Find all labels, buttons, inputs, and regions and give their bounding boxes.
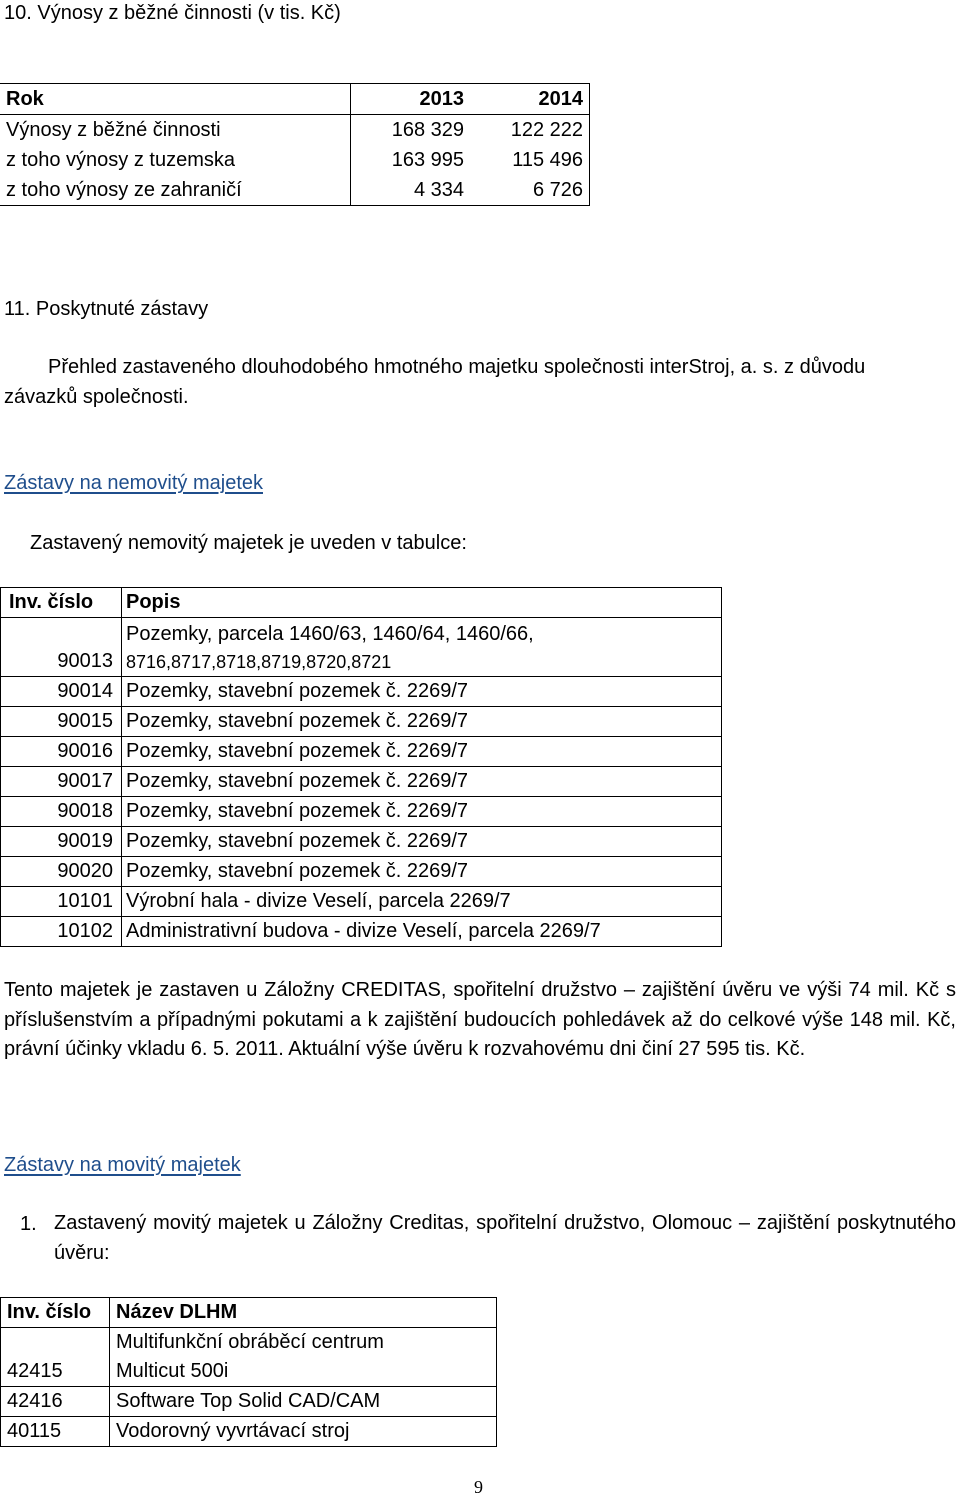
table-row (1, 618, 722, 677)
table-cell: 163 995 (391, 149, 464, 171)
table-row (0, 145, 589, 175)
table-row (0, 115, 589, 146)
table-cell: 90016 (1, 737, 122, 767)
table-row (1, 917, 722, 947)
table-cell: z toho výnosy z tuzemska (0, 145, 350, 175)
table-cell: 90017 (1, 767, 122, 797)
table-row (0, 175, 589, 205)
table-cell: 10101 (1, 887, 122, 917)
header-cell: 2013 (350, 84, 470, 115)
table-cell: 42416 (1, 1387, 110, 1417)
table-cell: z toho výnosy ze zahraničí (0, 175, 350, 205)
table-cell: 115 496 (512, 149, 583, 171)
table-cell (122, 618, 722, 677)
section-10-heading: 10. Výnosy z běžné činnosti (v tis. Kč) (4, 2, 341, 24)
desc-line: Pozemky, parcela 1460/63, 1460/64, 1460/66, (126, 623, 534, 645)
table-cell: Administrativní budova - divize Veselí, parcela 2269/7 (122, 917, 722, 947)
table-row (1, 797, 722, 827)
name-line: Multifunkční obráběcí centrum (116, 1331, 384, 1353)
table-cell: 90018 (1, 797, 122, 827)
table-cell: 40115 (1, 1417, 110, 1447)
table-cell: 90015 (1, 707, 122, 737)
table-cell: 90014 (1, 677, 122, 707)
table-row (1, 707, 722, 737)
movable-item-number: 1. (20, 1213, 37, 1235)
name-line: Multicut 500i (116, 1360, 229, 1382)
intro-line-2: závazků společnosti. (4, 386, 189, 408)
table-cell: 6 726 (532, 179, 583, 201)
real-estate-note: Tento majetek je zastaven u Záložny CREDITAS, spořitelní družstvo – zajištění úvěru ve výši 74 mil. Kč s příslušenstvím a případnými pokutami a k zajištění budoucích pohledávek až do celkové výše 148 mil. Kč, právní účinky vkladu 6. 5. 2011. Aktuální výše úvěru k rozvahovému dni činí 27 595 tis. Kč. (4, 979, 956, 1060)
table-cell: Pozemky, stavební pozemek č. 2269/7 (122, 677, 722, 707)
table-cell: 122 222 (510, 119, 583, 141)
table-cell: Pozemky, stavební pozemek č. 2269/7 (122, 827, 722, 857)
movable-subheading: Zástavy na movitý majetek (4, 1154, 241, 1176)
table-cell: Výnosy z běžné činnosti (0, 115, 350, 146)
table-row (1, 677, 722, 707)
revenue-table (0, 84, 589, 205)
table-cell: Pozemky, stavební pozemek č. 2269/7 (122, 767, 722, 797)
table-cell: Pozemky, stavební pozemek č. 2269/7 (122, 737, 722, 767)
table-cell: 4 334 (413, 179, 464, 201)
table-header-row (1, 1298, 497, 1328)
table-cell: Software Top Solid CAD/CAM (110, 1387, 497, 1417)
header-cell: Rok (0, 84, 350, 115)
intro-line-1: Přehled zastaveného dlouhodobého hmotného majetku společnosti interStroj, a. s. z důvodu (48, 356, 866, 378)
table-row (1, 857, 722, 887)
real-estate-table-caption: Zastavený nemovitý majetek je uveden v tabulce: (30, 532, 467, 554)
section-11-heading: 11. Poskytnuté zástavy (4, 298, 209, 320)
table-row (1, 767, 722, 797)
table-cell: 90013 (1, 618, 122, 677)
table-header-row (1, 588, 722, 618)
table-cell: Výrobní hala - divize Veselí, parcela 2269/7 (122, 887, 722, 917)
header-cell: Název DLHM (110, 1298, 497, 1328)
table-row (1, 737, 722, 767)
real-estate-subheading: Zástavy na nemovitý majetek (4, 472, 263, 494)
header-cell: Popis (122, 588, 722, 618)
table-cell: 90020 (1, 857, 122, 887)
page-number: 9 (474, 1477, 483, 1497)
table-cell: Vodorovný vyvrtávací stroj (110, 1417, 497, 1447)
table-row (1, 1387, 497, 1417)
table-header-row (0, 84, 589, 115)
table-row (1, 1328, 497, 1387)
header-cell: Inv. číslo (1, 1298, 110, 1328)
table-row (1, 1417, 497, 1447)
movable-item-text: Zastavený movitý majetek u Záložny Creditas, spořitelní družstvo, Olomouc – zajištění poskytnutého úvěru: (54, 1212, 956, 1264)
table-cell: 168 329 (391, 119, 464, 141)
table-row (1, 827, 722, 857)
table-cell: Pozemky, stavební pozemek č. 2269/7 (122, 707, 722, 737)
table-cell: 90019 (1, 827, 122, 857)
table-cell: 42415 (1, 1328, 110, 1387)
table-row (1, 887, 722, 917)
real-estate-table (0, 587, 722, 947)
header-cell: 2014 (470, 84, 589, 115)
table-cell (110, 1328, 497, 1387)
table-cell: Pozemky, stavební pozemek č. 2269/7 (122, 797, 722, 827)
movable-table (0, 1297, 497, 1447)
table-cell: 10102 (1, 917, 122, 947)
header-cell: Inv. číslo (1, 588, 122, 618)
desc-line: 8716,8717,8718,8719,8720,8721 (126, 652, 392, 672)
table-cell: Pozemky, stavební pozemek č. 2269/7 (122, 857, 722, 887)
